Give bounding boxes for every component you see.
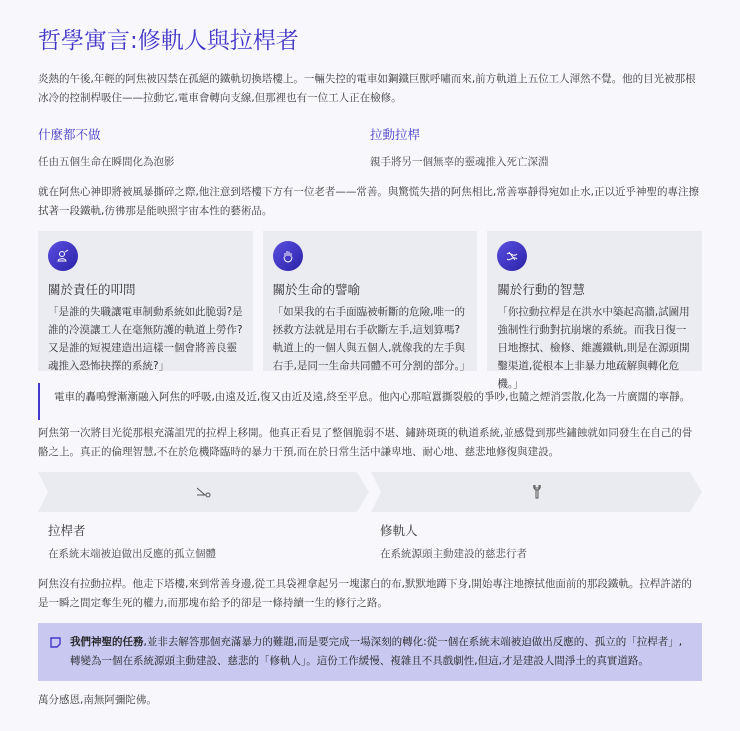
stage-desc: 在系統源頭主動建設的慈悲行者 [380, 548, 527, 560]
wrench-stage-arrow [371, 472, 702, 512]
lever-stage-arrow [38, 472, 369, 512]
choice-title: 什麼都不做 [38, 127, 101, 142]
card-text: 「如果我的右手面臨被斬斷的危險,唯一的拯救方法就是用右手砍斷左手,這划算嗎?軌道上的一個人與五個人,就像我的左手與右手,是同一生命共同體不可分割的部分。」 [272, 306, 471, 372]
card-text: 「你拉動拉桿是在洪水中築起高牆,試圖用強制性行動對抗崩壞的系統。而我日復一日地擦拭、檢修、維護鐵軌,則是在源頭開鑿渠道,從根本上非暴力地疏解與轉化危機。」 [497, 306, 690, 390]
person-icon [48, 241, 78, 271]
card-title: 關於行動的智慧 [497, 282, 585, 297]
intro-paragraph: 炎熱的午後,年輕的阿焦被囚禁在孤絕的鐵軌切換塔樓上。一輛失控的電車如鋼鐵巨獸呼嘯而來,前方軌道上五位工人渾然不覺。他的目光被那根冰冷的控制桿吸住——拉動它,電車會轉向支線,但那裡也有一位工人正在檢修。 [38, 73, 696, 104]
card-responsibility [38, 231, 253, 371]
card-title: 關於生命的譬喻 [272, 282, 361, 297]
callout [38, 623, 702, 681]
choice-title: 拉動拉桿 [370, 127, 421, 142]
paragraph-2: 就在阿焦心神即將被風暴撕碎之際,他注意到塔樓下方有一位老者——常善。與驚慌失措的阿焦相比,常善寧靜得宛如止水,正以近乎神聖的專注擦拭著一段鐵軌,彷彿那是能映照宇宙本性的藝術品。 [38, 186, 700, 217]
hand-icon [273, 241, 303, 271]
card-title: 關於責任的叩問 [48, 282, 136, 297]
stage-lever-puller [38, 522, 370, 561]
card-text: 「是誰的失職讓電車制動系統如此脆弱?是誰的冷漠讓工人在毫無防護的軌道上勞作?又是誰的短視建造出這樣一個會將善良靈魂推入恐怖抉擇的系統?」 [48, 306, 243, 372]
quote-text: 電車的轟鳴聲漸漸融入阿焦的呼吸,由遠及近,復又由近及遠,終至平息。他內心那喧囂撕裂般的爭吵,也隨之煙消雲散,化為一片廣闊的寧靜。 [54, 391, 691, 403]
stage-track-repairer [370, 522, 702, 561]
stage-title: 拉桿者 [48, 523, 86, 538]
callout-bold: 我們神聖的任務 [70, 636, 144, 648]
process-arrows [38, 472, 702, 512]
stage-title: 修軌人 [380, 523, 418, 538]
lever-icon [196, 486, 212, 498]
blockquote [38, 383, 702, 420]
network-icon [497, 241, 527, 271]
card-life [263, 231, 478, 371]
paragraph-4: 阿焦沒有拉動拉桿。他走下塔樓,來到常善身邊,從工具袋裡拿起另一塊潔白的布,默默地蹲下身,開始專注地擦拭他面前的那段鐵軌。拉桿許諾的是一瞬之間定奪生死的權力,而那塊布給予的卻是一條持續一生的修行之路。 [38, 578, 692, 609]
choice-do-nothing [38, 126, 370, 169]
wrench-icon [532, 484, 542, 500]
closing: 萬分感恩,南無阿彌陀佛。 [38, 694, 157, 706]
choice-pull-lever [370, 126, 702, 169]
cards [38, 231, 702, 390]
callout-text: ,並非去解答那個充滿暴力的難題,而是要完成一場深刻的轉化:從一個在系統末端被迫做出反應的、孤立的「拉桿者」,轉變為一個在系統源頭主動建設、慈悲的「修軌人」。這份工作緩慢、複雜且不具戲劇性,但這,才是建設人間淨土的真實道路。 [70, 636, 683, 667]
card-action [487, 231, 702, 390]
stage-desc: 在系統末端被迫做出反應的孤立個體 [48, 548, 216, 560]
stages [38, 522, 702, 561]
choice-desc: 任由五個生命在瞬間化為泡影 [38, 156, 175, 168]
note-icon [50, 637, 61, 648]
choices [38, 126, 702, 169]
choice-desc: 親手將另一個無辜的靈魂推入死亡深淵 [370, 156, 549, 168]
paragraph-3: 阿焦第一次將目光從那根充滿詛咒的拉桿上移開。他真正看見了整個脆弱不堪、鏽跡斑斑的軌道系統,並感覺到那些鏽蝕就如同發生在自己的骨骼之上。真正的倫理智慧,不在於危機降臨時的暴力干預,而在於日常生活中謙卑地、耐心地、慈悲地修復與建設。 [38, 427, 693, 458]
page-title: 哲學寓言:修軌人與拉桿者 [38, 28, 299, 54]
